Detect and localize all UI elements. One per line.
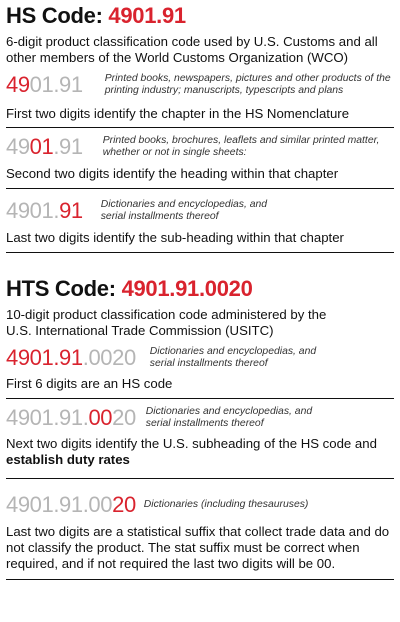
- hs-subheading-note: Dictionaries and encyclopedias, and serial installments thereof: [100, 198, 268, 222]
- divider: [6, 579, 394, 580]
- hts-hs-explanation: First 6 digits are an HS code: [6, 376, 173, 391]
- divider: [6, 127, 394, 128]
- hts-code: 4901.91.0020: [121, 276, 253, 301]
- hts-description: 10-digit product classification code administered by the U.S. International Trade Commission (USITC): [6, 307, 327, 338]
- hs-chapter-row: [6, 72, 394, 98]
- hts-hs-code: 4901.91.0020: [6, 345, 136, 370]
- hs-chapter-code: 4901.91: [6, 72, 83, 97]
- hs-subheading-row: [6, 198, 394, 224]
- hs-heading-explanation: Second two digits identify the heading within that chapter: [6, 166, 339, 181]
- hs-hts-explainer: [6, 0, 394, 580]
- hts-hs-row: [6, 345, 394, 371]
- hts-subheading-explanation-text: Next two digits identify the U.S. subheading of the HS code and: [6, 436, 377, 451]
- hts-stat-suffix-code: 4901.91.0020: [6, 492, 136, 517]
- hts-hs-note: Dictionaries and encyclopedias, and serial installments thereof: [149, 345, 317, 369]
- hts-subheading-code: 4901.91.0020: [6, 405, 136, 430]
- divider: [6, 478, 394, 479]
- hts-duty-rates-emphasis: establish duty rates: [6, 452, 130, 467]
- hts-subheading-row: [6, 405, 394, 431]
- hs-heading-code: 4901.91: [6, 134, 83, 159]
- hs-subheading-explanation: Last two digits identify the sub-heading within that chapter: [6, 230, 344, 245]
- hs-chapter-note: Printed books, newspapers, pictures and other products of the printing industry; manuscripts, typescripts and plans: [104, 72, 391, 96]
- hs-heading-note: Printed books, brochures, leaflets and similar printed matter, whether or not in single sheets:: [102, 134, 380, 158]
- hs-subheading-code: 4901.91: [6, 198, 83, 223]
- hts-label: HTS Code:: [6, 276, 116, 301]
- hts-subheading-note: Dictionaries and encyclopedias, and serial installments thereof: [145, 405, 313, 429]
- hs-title: [6, 3, 394, 29]
- hts-stat-suffix-row: [6, 492, 394, 518]
- hs-code: 4901.91: [108, 3, 186, 28]
- divider: [6, 188, 394, 189]
- hs-heading-row: [6, 134, 394, 160]
- hts-stat-suffix-explanation: Last two digits are a statistical suffix that collect trade data and do not classify the product. The stat suffix must be correct when required, and if not required the last two digits will be 00.: [6, 524, 390, 571]
- hts-subheading-explanation: [6, 436, 394, 468]
- hs-chapter-explanation: First two digits identify the chapter in the HS Nomenclature: [6, 106, 350, 121]
- hs-label: HS Code:: [6, 3, 103, 28]
- divider: [6, 252, 394, 253]
- divider: [6, 398, 394, 399]
- hts-stat-suffix-note: Dictionaries (including thesauruses): [143, 498, 309, 510]
- hs-description: 6-digit product classification code used by U.S. Customs and all other members of the World Customs Organization (WCO): [6, 34, 378, 65]
- hts-title: [6, 276, 394, 302]
